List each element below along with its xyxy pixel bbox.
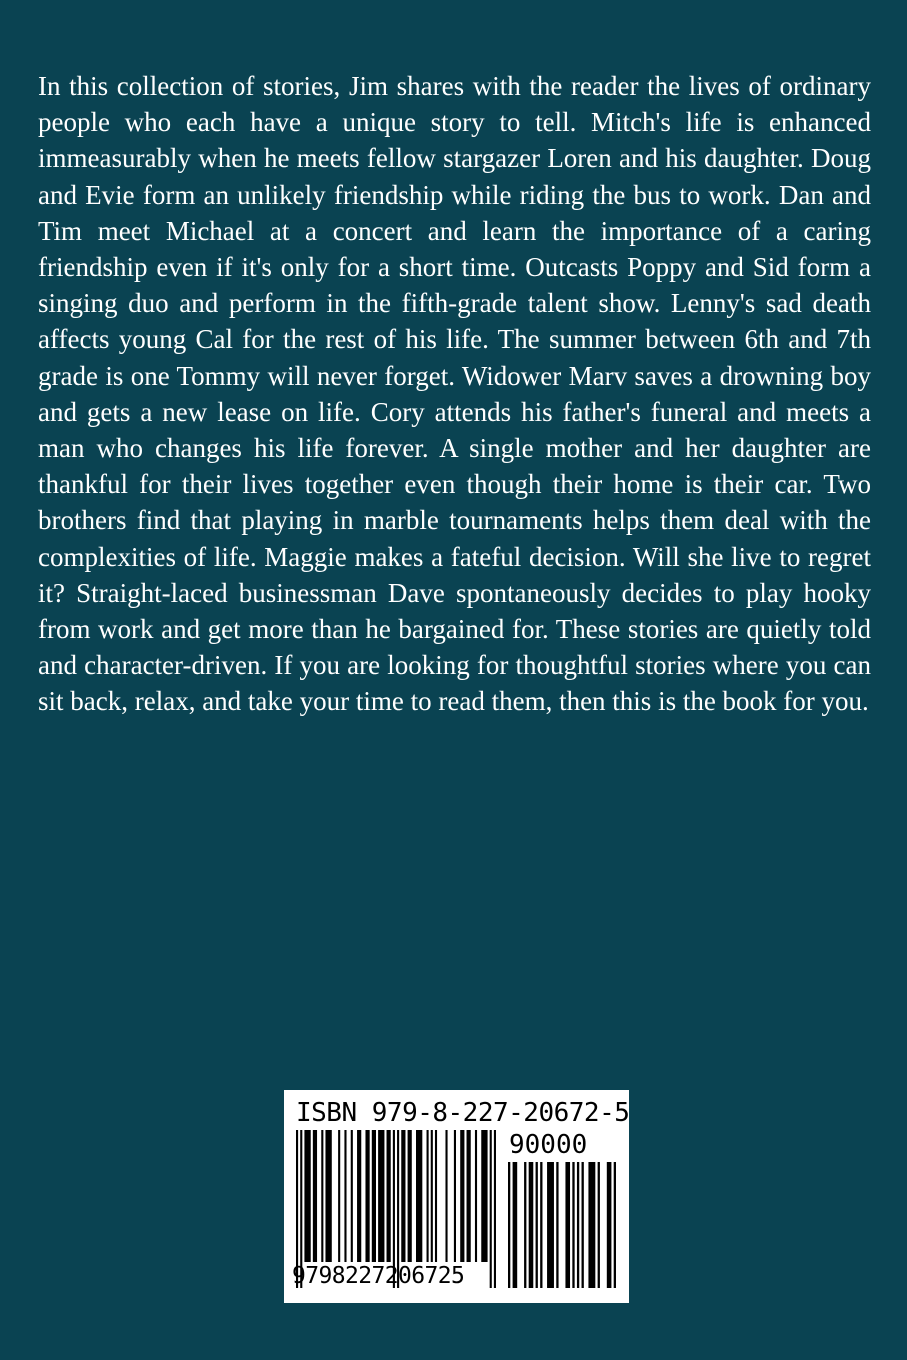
barcode-bar bbox=[357, 1130, 361, 1262]
barcode-bar bbox=[598, 1162, 600, 1288]
barcode-bar bbox=[431, 1130, 433, 1262]
barcode-bar bbox=[387, 1130, 391, 1262]
barcode-bar bbox=[529, 1162, 534, 1288]
barcode-bar bbox=[365, 1130, 369, 1262]
back-cover-blurb: In this collection of stories, Jim shares with the reader the lives of ordinary people who each have a unique story to tell. Mitch's life is enhanced immeasurably when he meets fellow stargazer Loren and his daughter. Doug and Evie form an unlikely friendship while riding the bus to work. Dan and Tim meet Michael at a concert and learn the importance of a caring friendship even if it's only for a short time. Outcasts Poppy and Sid form a singing duo and perform in the fifth-grade talent show. Lenny's sad death affects young Cal for the rest of his life. The summer between 6th and 7th grade is one Tommy will never forget. Widower Marv saves a drowning boy and gets a new lease on life. Cory attends his father's funeral and meets a man who changes his life forever. A single mother and her daughter are thankful for their lives together even though their home is their car. Two brothers find that playing in marble tournaments helps them deal with the complexities of life. Maggie makes a fateful decision. Will she live to regret it? Straight-laced businessman Dave spontaneously decides to play hooky from work and get more than he bargained for. These stories are quietly told and character-driven. If you are looking for thoughtful stories where you can sit back, relax, and take your time to read them, then this is the book for you. bbox=[38, 71, 871, 717]
ean-digits: 9798227206725 bbox=[292, 1263, 465, 1289]
barcode-bar bbox=[540, 1162, 542, 1288]
barcode-bar bbox=[460, 1130, 464, 1262]
barcode-bar bbox=[556, 1162, 558, 1288]
barcode-bar bbox=[454, 1130, 456, 1262]
barcode-bar bbox=[445, 1130, 447, 1262]
barcode-bar bbox=[467, 1130, 471, 1262]
price-barcode-bars bbox=[508, 1162, 616, 1288]
barcode-bar bbox=[614, 1162, 616, 1288]
barcode-bar bbox=[378, 1130, 384, 1262]
barcode-bar bbox=[572, 1162, 574, 1288]
barcode-bar bbox=[344, 1130, 346, 1262]
barcode-bar bbox=[588, 1162, 595, 1288]
barcode-bar bbox=[536, 1162, 538, 1288]
isbn-label: ISBN 979-8-227-20672-5 bbox=[296, 1098, 630, 1128]
barcode-bar bbox=[607, 1162, 612, 1288]
barcode-bar bbox=[435, 1130, 437, 1262]
barcode-bar bbox=[547, 1162, 554, 1288]
barcode-bar bbox=[508, 1162, 510, 1288]
barcode-bar bbox=[372, 1130, 376, 1262]
barcode-bar bbox=[313, 1130, 317, 1262]
barcode-bar bbox=[475, 1130, 477, 1262]
barcode-bar bbox=[427, 1130, 429, 1262]
barcode-bar bbox=[351, 1130, 353, 1262]
barcode-bar bbox=[408, 1130, 412, 1262]
barcode-bar bbox=[325, 1130, 331, 1262]
barcode-bar bbox=[338, 1130, 340, 1262]
barcode-bar bbox=[416, 1130, 422, 1262]
barcode-bar bbox=[321, 1130, 323, 1262]
price-code: 90000 bbox=[509, 1130, 588, 1160]
barcode-bar bbox=[490, 1130, 492, 1288]
barcode-bar bbox=[582, 1162, 584, 1288]
barcode-bar bbox=[304, 1130, 310, 1262]
barcode-bar bbox=[577, 1162, 579, 1288]
barcode-bar bbox=[524, 1162, 526, 1288]
barcode-bar bbox=[494, 1130, 496, 1288]
barcode-bar bbox=[565, 1162, 570, 1288]
barcode-bar bbox=[401, 1130, 405, 1262]
barcode-bar bbox=[481, 1130, 487, 1262]
isbn-barcode bbox=[284, 1090, 629, 1303]
barcode-bar bbox=[513, 1162, 518, 1288]
